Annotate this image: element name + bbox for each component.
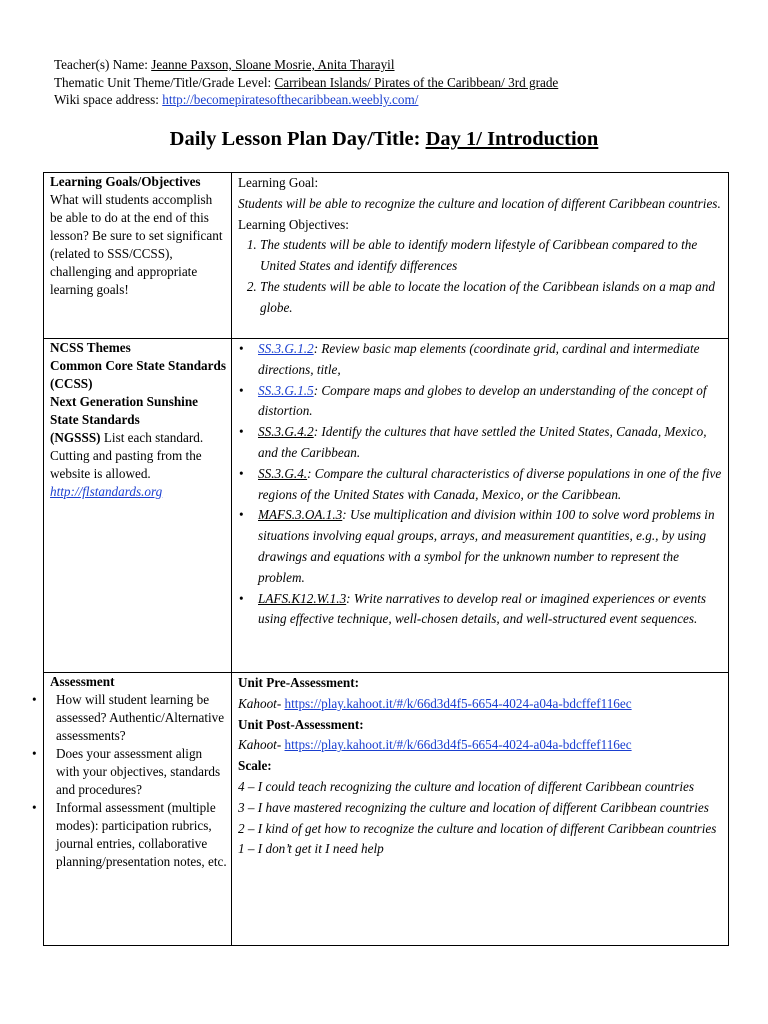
standards-heading-3: Next Generation Sunshine State Standards — [50, 394, 199, 427]
standard-text: : Identify the cultures that have settled the United States, Canada, Mexico, and the Caribbean. — [258, 424, 707, 460]
objectives-list — [238, 235, 724, 318]
wiki-line — [54, 91, 558, 109]
pre-assessment-link[interactable]: https://play.kahoot.it/#/k/66d3d4f5-6654-4024-a04a-bdcffef116ec — [284, 695, 632, 711]
assessment-row — [44, 673, 729, 946]
standard-item — [258, 505, 724, 588]
standards-instructions-text: List each standard. Cutting and pasting from the website is allowed. — [50, 430, 204, 481]
standards-list — [238, 339, 724, 630]
standard-code: SS.3.G.4. — [258, 465, 308, 481]
scale-item: 3 – I have mastered recognizing the culture and location of different Caribbean countries — [238, 799, 709, 815]
objective-item: 2. The students will be able to locate the location of the Caribbean islands on a map and globe. — [260, 277, 724, 319]
assessment-question: • How will student learning be assessed? Authentic/Alternative assessments? — [50, 691, 227, 745]
standard-item — [258, 381, 724, 423]
assessment-content-cell — [232, 673, 729, 946]
standards-content-cell — [232, 339, 729, 673]
goals-content-cell — [232, 173, 729, 339]
wiki-link[interactable]: http://becomepiratesofthecaribbean.weebly.com/ — [162, 92, 419, 107]
standard-text: : Review basic map elements (coordinate grid, cardinal and intermediate directions, title, — [258, 341, 700, 377]
standards-instructions — [50, 429, 227, 483]
standard-item — [258, 464, 724, 506]
pre-assessment-label: Unit Pre-Assessment: — [238, 675, 359, 690]
goal-label: Learning Goal: — [238, 175, 319, 190]
goals-label-cell — [44, 173, 232, 339]
standard-code: LAFS.K12.W.1.3 — [258, 590, 347, 606]
unit-label: Thematic Unit Theme/Title/Grade Level: — [54, 74, 275, 90]
teacher-label: Teacher(s) Name: — [54, 57, 152, 72]
assessment-label-cell — [44, 673, 232, 946]
pre-kahoot-prefix: Kahoot- — [238, 695, 285, 711]
post-assessment-line — [238, 735, 724, 756]
standard-item — [258, 422, 724, 464]
standards-row — [44, 339, 729, 673]
lesson-plan-table — [43, 172, 729, 946]
assessment-questions — [50, 691, 227, 871]
standard-text: : Compare the cultural characteristics of diverse populations in one of the five regions of the United States with Canada, Mexico, or the Caribbean. — [258, 465, 722, 502]
title-value: Day 1/ Introduction — [425, 128, 599, 150]
scale-item: 2 – I kind of get how to recognize the culture and location of different Caribbean countries — [238, 820, 717, 836]
unit-value: Carribean Islands/ Pirates of the Caribbean/ 3rd grade — [274, 74, 559, 90]
scale-item: 1 – I don’t get it I need help — [238, 841, 384, 857]
standard-text: : Compare maps and globes to develop an understanding of the concept of distortion. — [258, 382, 707, 419]
wiki-label: Wiki space address: — [54, 92, 163, 107]
goals-prompt: What will students accomplish be able to do at the end of this lesson? Be sure to set significant (related to SSS/CCSS), challenging and appropriate learning goals! — [50, 192, 223, 297]
post-kahoot-prefix: Kahoot- — [238, 737, 285, 753]
pre-assessment-line — [238, 694, 724, 715]
assessment-heading: Assessment — [50, 674, 115, 689]
document-header — [54, 56, 558, 109]
title-prefix: Daily Lesson Plan Day/Title: — [169, 128, 426, 150]
post-assessment-link[interactable]: https://play.kahoot.it/#/k/66d3d4f5-6654-4024-a04a-bdcffef116ec — [284, 737, 632, 753]
teacher-names: Jeanne Paxson, Sloane Mosrie, Anita Tharayil — [151, 57, 395, 72]
assessment-question: • Informal assessment (multiple modes): participation rubrics, journal entries, collaborative planning/presentation notes, etc. — [50, 799, 227, 871]
unit-line — [54, 74, 558, 92]
objectives-label: Learning Objectives: — [238, 216, 349, 232]
teacher-line — [54, 56, 558, 74]
standard-text: : Write narratives to develop real or imagined experiences or events using effective technique, well-chosen details, and well-structured event sequences. — [258, 590, 707, 627]
standards-heading-1: NCSS Themes — [50, 340, 131, 355]
standards-label-cell — [44, 339, 232, 673]
goal-text: Students will be able to recognize the culture and location of different Caribbean countries. — [238, 195, 721, 211]
post-assessment-label: Unit Post-Assessment: — [238, 716, 364, 732]
standard-item — [258, 589, 724, 631]
scale-label: Scale: — [238, 758, 272, 774]
standard-code: SS.3.G.4.2 — [258, 424, 314, 440]
goals-heading: Learning Goals/Objectives — [50, 174, 201, 189]
goals-row — [44, 173, 729, 339]
standard-item — [258, 339, 724, 381]
standards-heading-4: (NGSSS) — [50, 430, 101, 445]
standard-text: : Use multiplication and division within 100 to solve word problems in situations involving equal groups, arrays, and measurement quantities, e.g., by using drawings and equations with a symbol for the unknown number to represent the problem. — [258, 507, 715, 585]
standards-heading-2: Common Core State Standards (CCSS) — [50, 358, 226, 391]
standard-code[interactable]: SS.3.G.1.2 — [258, 341, 314, 356]
assessment-question: • Does your assessment align with your objectives, standards and procedures? — [50, 745, 227, 799]
standard-code[interactable]: SS.3.G.1.5 — [258, 382, 314, 398]
standard-code: MAFS.3.OA.1.3 — [258, 507, 343, 523]
flstandards-link[interactable]: http://flstandards.org — [50, 484, 163, 499]
scale-item: 4 – I could teach recognizing the culture and location of different Caribbean countries — [238, 778, 694, 794]
objective-item: 1. The students will be able to identify modern lifestyle of Caribbean compared to the United States and identify differences — [260, 235, 724, 277]
page-title — [0, 128, 768, 151]
